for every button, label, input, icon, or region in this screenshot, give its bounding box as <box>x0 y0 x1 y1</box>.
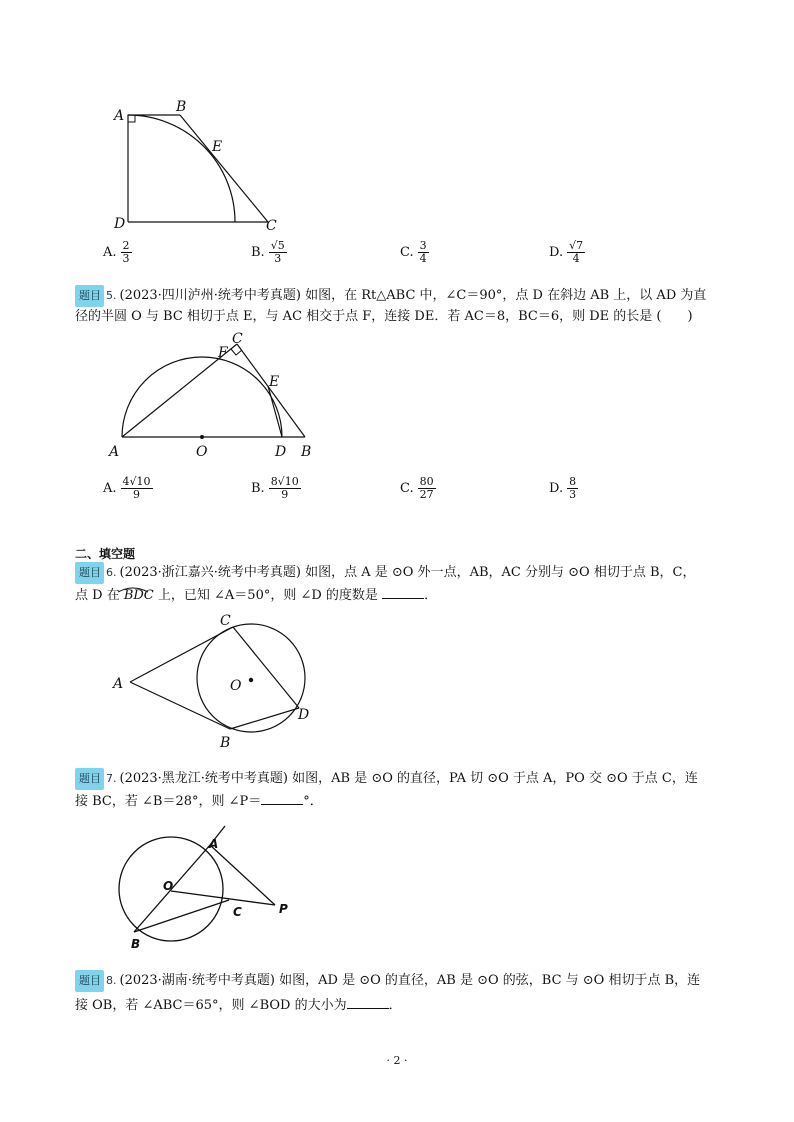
q6-tag: 题目 <box>75 562 104 584</box>
q4-option-a[interactable]: A. $\frac{2}{3}$ <box>103 239 130 265</box>
label-a: A <box>109 444 120 460</box>
q7-tag: 题目 <box>75 768 104 790</box>
label-e: E <box>269 374 280 390</box>
label-c: C <box>220 613 231 629</box>
figure-q7 <box>105 820 315 955</box>
q8-answer-blank[interactable] <box>347 996 389 1009</box>
page-number: · 2 · <box>386 1054 408 1067</box>
arc-mark <box>116 585 150 593</box>
label-a: A <box>113 676 124 692</box>
figure-q6 <box>108 608 328 753</box>
q5-option-c[interactable]: C. $\frac{80}{27}$ <box>400 475 434 501</box>
label-b: B <box>301 444 312 460</box>
label-o: O <box>163 879 174 893</box>
q6-number: 6. <box>106 566 117 579</box>
q4-option-b[interactable]: B. $\frac{√5}{3}$ <box>251 239 285 265</box>
q6-answer-blank[interactable] <box>382 586 424 599</box>
label-o: O <box>230 678 242 694</box>
q5-tag: 题目 <box>75 285 104 307</box>
q8-number: 8. <box>106 974 117 987</box>
label-b: B <box>131 937 141 951</box>
figure-q4 <box>100 95 300 235</box>
label-e: E <box>212 139 223 155</box>
q7-number: 7. <box>106 772 117 785</box>
q6-line1: 题目 6. (2023·浙江嘉兴·统考中考真题) 如图，点 A 是 ⊙O 外一点，AB，AC 分别与 ⊙O 相切于点 B，C， <box>75 562 695 584</box>
q8-tag: 题目 <box>75 970 104 992</box>
label-a: A <box>114 108 125 124</box>
label-a: A <box>209 837 219 851</box>
q5-line1: 题目 5. (2023·四川泸州·统考中考真题) 如图，在 Rt△ABC 中，∠C＝90°，点 D 在斜边 AB 上，以 AD 为直 <box>75 285 706 307</box>
label-o: O <box>196 444 208 460</box>
label-d: D <box>275 444 287 460</box>
figure-q5 <box>105 328 335 463</box>
q4-option-c[interactable]: C. $\frac{3}{4}$ <box>400 239 427 265</box>
q6-line2: 点 D 在 BDC 上，已知 ∠A＝50°，则 ∠D 的度数是 ． <box>75 588 438 603</box>
label-d: D <box>298 707 310 723</box>
q5-line2: 径的半圆 O 与 BC 相切于点 E，与 AC 相交于点 F，连接 DE．若 AC＝8，BC＝6，则 DE 的长是 ( ) <box>75 309 693 324</box>
q7-answer-blank[interactable] <box>261 792 303 805</box>
label-b: B <box>176 99 187 115</box>
arc-bdc: BDC <box>123 588 154 603</box>
label-f: F <box>218 345 228 361</box>
q5-option-a[interactable]: A. $\frac{4√10}{9}$ <box>103 475 151 501</box>
label-d: D <box>114 216 126 232</box>
q4-option-d[interactable]: D. $\frac{√7}{4}$ <box>549 239 584 265</box>
label-p: P <box>279 902 288 916</box>
q8-line2: 接 OB，若 ∠ABC＝65°，则 ∠BOD 的大小为 ． <box>75 998 402 1013</box>
q5-option-d[interactable]: D. $\frac{8}{3}$ <box>549 475 577 501</box>
q7-line2: 接 BC，若 ∠B＝28°，则 ∠P＝ °． <box>75 794 323 809</box>
label-c: C <box>266 218 277 234</box>
q5-option-b[interactable]: B. $\frac{8√10}{9}$ <box>251 475 299 501</box>
q7-line1: 题目 7. (2023·黑龙江·统考中考真题) 如图，AB 是 ⊙O 的直径，PA 切 ⊙O 于点 A，PO 交 ⊙O 于点 C，连 <box>75 768 698 790</box>
label-b: B <box>220 735 231 751</box>
section-heading-fill-in: 二、填空题 <box>75 547 136 561</box>
q8-line1: 题目 8. (2023·湖南·统考中考真题) 如图，AD 是 ⊙O 的直径，AB 是 ⊙O 的弦，BC 与 ⊙O 相切于点 B，连 <box>75 970 700 992</box>
label-c: C <box>233 905 242 919</box>
q5-number: 5. <box>106 289 117 302</box>
label-c: C <box>232 331 243 347</box>
